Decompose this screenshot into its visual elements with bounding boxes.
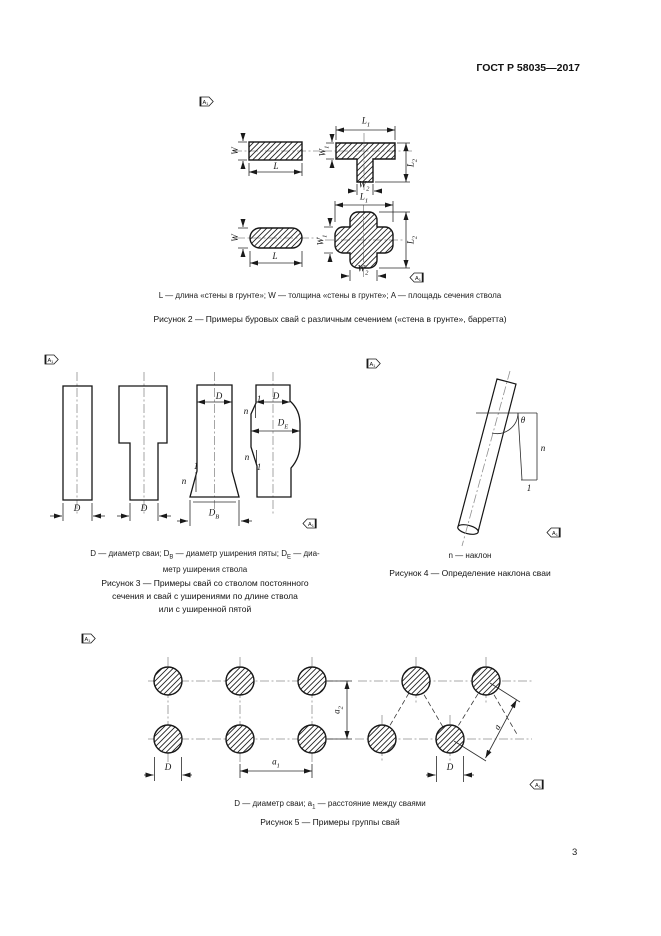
figure3-drawing <box>50 372 300 526</box>
dim-label-d: D <box>272 391 280 401</box>
dim-label-l2: $L_2$ <box>405 158 419 168</box>
dim-label-l1: $L_1$ <box>361 115 371 129</box>
dim-label-n: n <box>244 452 250 462</box>
change-marker-start-icon <box>200 97 213 106</box>
figure5-caption: Рисунок 5 — Примеры группы свай <box>260 817 400 827</box>
svg-text:А1: А1 <box>202 100 209 106</box>
dim-label-one: 1 <box>526 483 532 493</box>
dim-label-a2: $a_2$ <box>331 706 345 714</box>
svg-text:А1: А1 <box>369 362 376 368</box>
figure5-legend: D — диаметр сваи; $a_1$ — расстояние между сваями <box>234 799 426 811</box>
dim-label-de: $D_E$ <box>277 417 289 431</box>
change-marker-start-icon <box>45 355 58 364</box>
dim-label-d: D <box>215 391 223 401</box>
dim-label-d: D <box>446 762 454 772</box>
dim-label-w: W <box>230 234 240 242</box>
dim-label-w: W <box>230 147 240 155</box>
svg-text:А1: А1 <box>415 276 421 282</box>
figure4-caption: Рисунок 4 — Определение наклона сваи <box>389 568 551 578</box>
dim-label-w1: $W_1$ <box>317 145 331 157</box>
change-marker-end-icon <box>547 528 560 537</box>
dim-label-w2: $W_2$ <box>358 179 370 193</box>
dim-label-theta: θ <box>520 415 526 425</box>
barrette-section-cross <box>335 212 393 268</box>
svg-text:А1: А1 <box>308 522 314 528</box>
dim-label-n: n <box>181 476 187 486</box>
dim-label-l: L <box>272 251 278 261</box>
change-marker-start-icon <box>82 634 95 643</box>
dim-label-l1: $L_1$ <box>359 191 369 205</box>
change-marker-start-icon <box>367 359 380 368</box>
pile-constant-section <box>63 386 92 500</box>
dim-label-one: 1 <box>256 394 262 404</box>
dim-label-n: n <box>243 406 249 416</box>
pile-group-staggered <box>368 667 500 753</box>
dim-label-one: 1 <box>256 462 262 472</box>
wall-section-tee <box>336 143 395 182</box>
dim-label-l: L <box>273 161 279 171</box>
dim-label-n: n <box>540 443 546 453</box>
figure4-drawing <box>457 371 537 546</box>
change-marker-end-icon <box>410 273 423 282</box>
svg-text:А1: А1 <box>84 637 91 643</box>
figure3-legend: D — диаметр сваи; $D_B$ — диаметр уширения пяты; $D_E$ — диа- метр уширения ствола <box>90 549 320 574</box>
dim-label-l2: $L_2$ <box>405 235 419 245</box>
change-marker-end-icon <box>303 519 316 528</box>
figure5-drawing <box>144 657 532 782</box>
dim-label-a1: $a_1$ <box>272 756 280 770</box>
figure3-caption: Рисунок 3 — Примеры свай со стволом постоянного сечения и свай с уширениями по длине ствола или с уширенной пятой <box>101 578 309 614</box>
dim-label-w2: $W_2$ <box>357 263 369 277</box>
page-number: 3 <box>572 847 578 858</box>
svg-text:А1: А1 <box>535 783 541 789</box>
figure2-legend: L — длина «стены в грунте»; W — толщина «стены в грунте»; A — площадь сечения ствола <box>158 291 502 300</box>
barrette-section-pill <box>250 228 302 248</box>
dim-label-d: D <box>140 503 148 513</box>
dim-label-one: 1 <box>193 461 199 471</box>
pile-stepped <box>119 386 167 500</box>
dim-label-db: $D_B$ <box>208 507 220 521</box>
dim-label-d: D <box>164 762 172 772</box>
dim-label-a: a <box>491 722 503 732</box>
wall-section-rect <box>249 142 302 160</box>
figure2-caption: Рисунок 2 — Примеры буровых свай с различным сечением («стена в грунте», барретта) <box>153 314 507 324</box>
svg-text:А1: А1 <box>552 531 558 537</box>
document-code: ГОСТ Р 58035—2017 <box>476 62 580 74</box>
change-marker-end-icon <box>530 780 543 789</box>
figure4-legend: n — наклон <box>448 551 492 560</box>
svg-text:А1: А1 <box>47 358 54 364</box>
dim-label-w1: $W_1$ <box>315 234 329 246</box>
dim-label-d: D <box>73 503 81 513</box>
